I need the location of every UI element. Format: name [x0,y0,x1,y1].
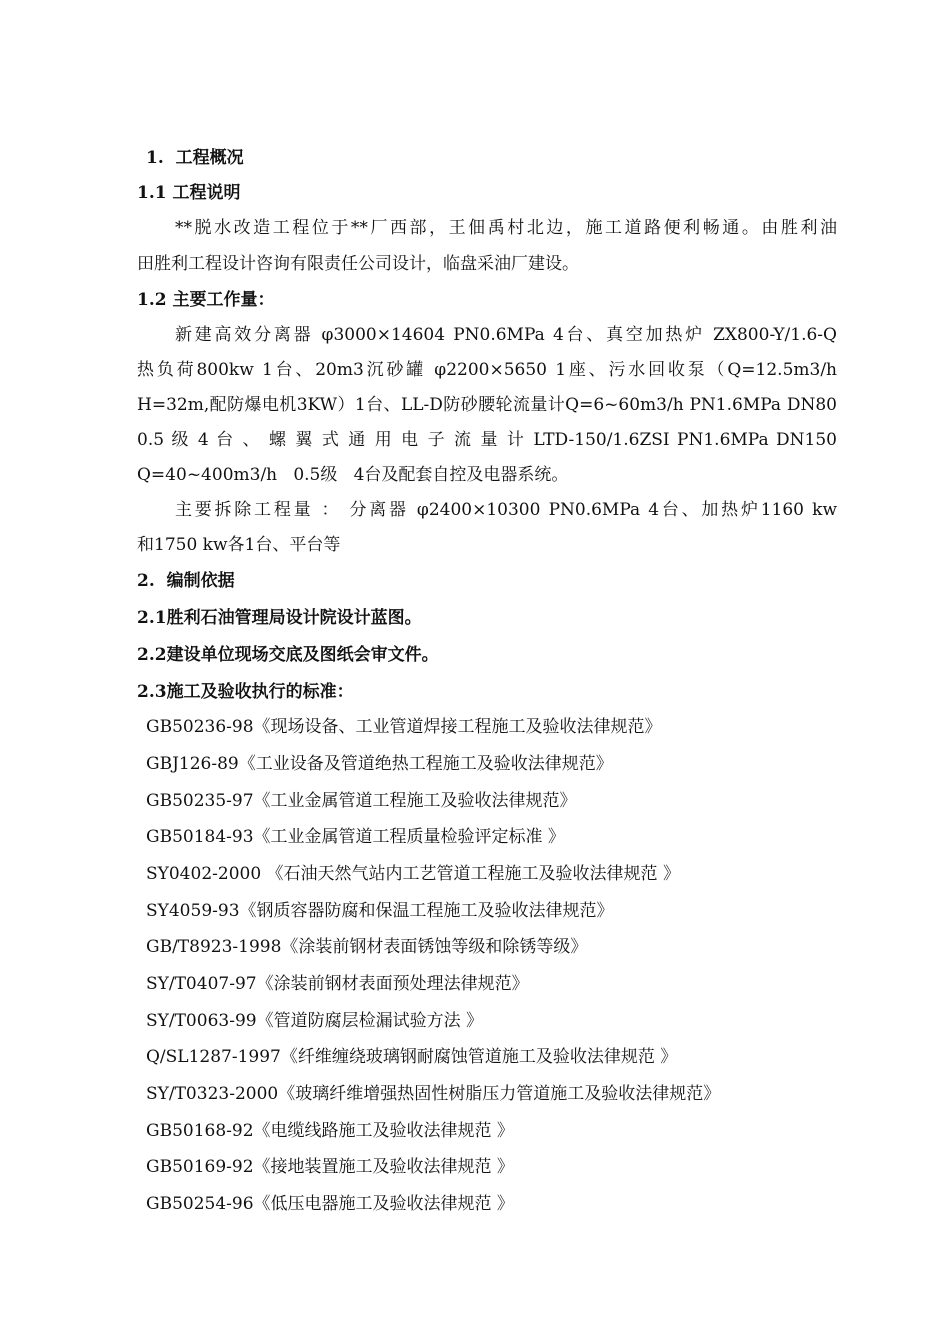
standard-item: SY4059-93《钢质容器防腐和保温工程施工及验收法律规范》 [146,901,614,921]
standard-item: GB50184-93《工业金属管道工程质量检验评定标准 》 [146,827,565,847]
section-1-1-heading: 1.1 工程说明 [137,183,241,203]
paragraph-line: 主要拆除工程量 ： 分离器 φ2400×10300 PN0.6MPa 4台、加热炉1160 kw [175,500,837,520]
standard-item: GB50236-98《现场设备、工业管道焊接工程施工及验收法律规范》 [146,717,662,737]
standard-item: GBJ126-89《工业设备及管道绝热工程施工及验收法律规范》 [146,754,613,774]
standard-item: SY/T0323-2000《玻璃纤维增强热固性树脂压力管道施工及验收法律规范》 [146,1084,721,1104]
section-2-3-item: 2.3施工及验收执行的标准： [137,682,354,702]
paragraph-line: **脱水改造工程位于**厂西部，王佃禹村北边，施工道路便利畅通。由胜利油 [175,218,837,238]
paragraph-line: Q=40~400m3/h 0.5级 4台及配套自控及电器系统。 [137,465,569,485]
standard-item: GB50168-92《电缆线路施工及验收法律规范 》 [146,1121,514,1141]
paragraph-line: 热负荷800kw 1台、20m3沉砂罐 φ2200×5650 1座、污水回收泵（Q=12.5m3/h [137,360,837,380]
standard-item: SY0402-2000 《石油天然气站内工艺管道工程施工及验收法律规范 》 [146,864,680,884]
paragraph-line: 新建高效分离器 φ3000×14604 PN0.6MPa 4台、真空加热炉 ZX800-Y/1.6-Q [175,325,837,345]
standard-item: SY/T0063-99《管道防腐层检漏试验方法 》 [146,1011,483,1031]
standard-item: Q/SL1287-1997《纤维缠绕玻璃钢耐腐蚀管道施工及验收法律规范 》 [146,1047,678,1067]
standard-item: GB/T8923-1998《涂装前钢材表面锈蚀等级和除锈等级》 [146,937,588,957]
paragraph-line: 田胜利工程设计咨询有限责任公司设计，临盘采油厂建设。 [137,254,579,274]
section-2-2-item: 2.2建设单位现场交底及图纸会审文件。 [137,645,439,665]
section-2-1-item: 2.1胜利石油管理局设计院设计蓝图。 [137,608,422,628]
standard-item: GB50169-92《接地装置施工及验收法律规范 》 [146,1157,514,1177]
paragraph-line: 和1750 kw各1台、平台等 [137,535,341,555]
section-2-heading: 2. 编制依据 [137,571,235,591]
paragraph-line: 0.5 级 4 台 、 螺 翼 式 通 用 电 子 流 量 计 LTD-150/1.6ZSI PN1.6MPa DN150 [137,430,837,450]
paragraph-line: H=32m,配防爆电机3KW）1台、LL-D防砂腰轮流量计Q=6~60m3/h PN1.6MPa DN80 [137,395,837,415]
section-1-2-heading: 1.2 主要工作量： [137,290,275,310]
standard-item: SY/T0407-97《涂装前钢材表面预处理法律规范》 [146,974,529,994]
standard-item: GB50254-96《低压电器施工及验收法律规范 》 [146,1194,514,1214]
standard-item: GB50235-97《工业金属管道工程施工及验收法律规范》 [146,791,577,811]
section-1-heading: 1. 工程概况 [146,148,244,168]
